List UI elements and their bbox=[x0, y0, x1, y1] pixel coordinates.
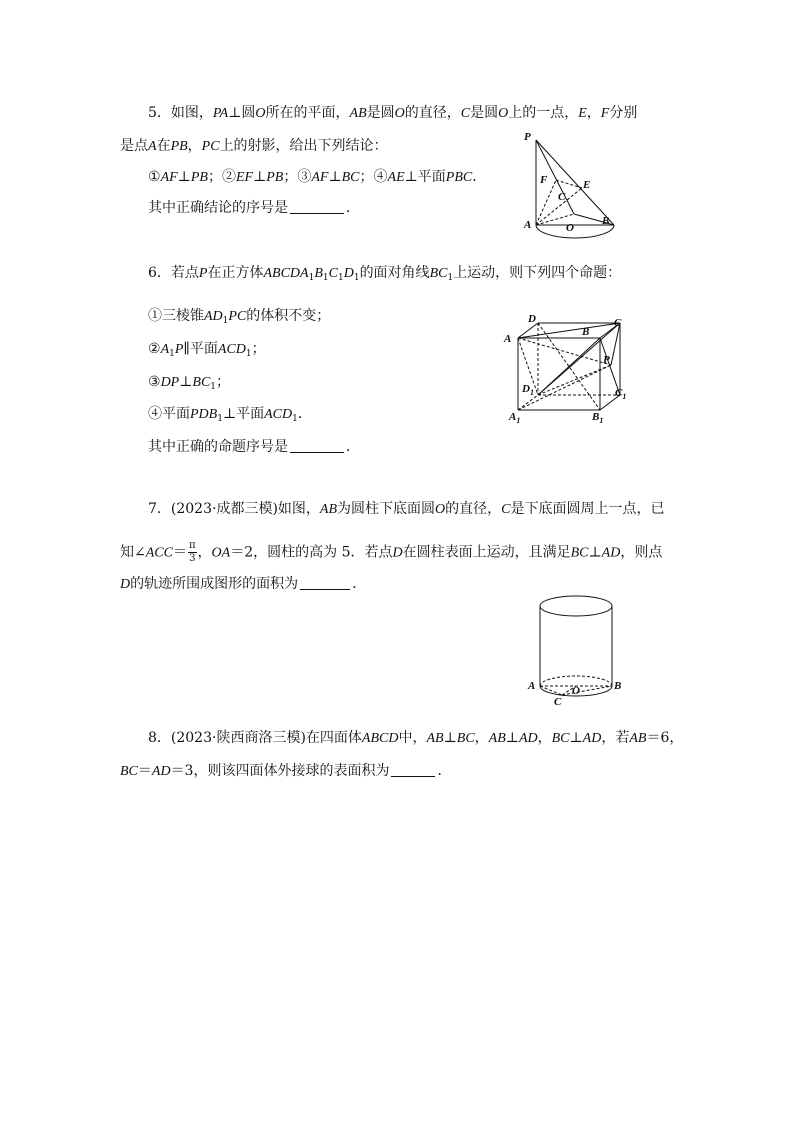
q5-line-1: 5．如图，PA⊥圆O所在的平面，AB是圆O的直径，C是圆O上的一点，E，F分别 bbox=[148, 105, 638, 121]
label-E: E bbox=[583, 179, 591, 191]
q5-ask: 其中正确结论的序号是 ． bbox=[148, 200, 360, 216]
q8-line-2: BC＝AD＝3，则该四面体外接球的表面积为 ． bbox=[120, 763, 452, 779]
answer-blank[interactable] bbox=[391, 762, 435, 777]
label-A1: $A_1$ bbox=[509, 411, 521, 425]
label-O: O bbox=[572, 685, 580, 697]
q7-line-2: 知∠ACC＝ $\frac{\pi}{3}$ ，OA＝2，圆柱的高为 5．若点D在圆柱表面上运动，且满足BC⊥AD，则点 bbox=[120, 540, 663, 564]
q6-ask: 其中正确的命题序号是 ． bbox=[148, 439, 360, 455]
label-B1: $B_1$ bbox=[592, 411, 604, 425]
label-F: F bbox=[540, 174, 548, 186]
q6-item-4: ④平面$PDB_1\perp$平面$ACD_1$． bbox=[148, 406, 312, 424]
q8-line-1: 8．(2023·陕西商洛三模)在四面体ABCD中，AB⊥BC，AB⊥AD，BC⊥AD，若AB＝6， bbox=[148, 730, 684, 746]
label-B: B bbox=[602, 215, 610, 227]
label-C1: $C_1$ bbox=[615, 387, 627, 401]
label-C: C bbox=[558, 191, 566, 203]
answer-blank[interactable] bbox=[300, 575, 350, 590]
answer-blank[interactable] bbox=[290, 199, 344, 214]
label-B: B bbox=[614, 680, 622, 692]
label-D1: $D_1$ bbox=[522, 383, 534, 397]
q7-line-1: 7．(2023·成都三模)如图，AB为圆柱下底面圆O的直径，C是下底面圆周上一点，已 bbox=[148, 501, 665, 517]
label-A: A bbox=[528, 680, 536, 692]
label-O: O bbox=[566, 222, 574, 234]
q6-item-3: $③DP\perp BC_1$； bbox=[148, 374, 231, 392]
label-P: P bbox=[603, 354, 610, 366]
q5-line-2: 是点A在PB，PC上的射影，给出下列结论： bbox=[120, 138, 388, 154]
label-A: A bbox=[524, 219, 532, 231]
q6-line-1: 6．若点P在正方体$ABCDA_1B_1C_1D_1$的面对角线$BC_1$上运动，则下列四个命题： bbox=[148, 265, 622, 283]
label-D: D bbox=[528, 313, 536, 325]
label-A: A bbox=[504, 333, 512, 345]
q7-cylinder-figure bbox=[526, 590, 626, 706]
label-C: C bbox=[554, 696, 562, 708]
answer-blank[interactable] bbox=[290, 438, 344, 453]
q6-item-2: $②A_1P\parallel$平面$ACD_1$； bbox=[148, 341, 266, 359]
label-C: C bbox=[614, 317, 622, 329]
q5-cone-figure bbox=[516, 128, 616, 238]
label-B: B bbox=[582, 326, 590, 338]
fraction-pi-over-3: $\frac{\pi}{3}$ bbox=[188, 540, 196, 564]
q7-line-3: D的轨迹所围成图形的面积为 ． bbox=[120, 576, 367, 592]
q5-conclusions: ①AF⊥PB；②EF⊥PB；③AF⊥BC；④AE⊥平面PBC． bbox=[148, 169, 487, 185]
q6-item-1: ①三棱锥$AD_1PC$的体积不变； bbox=[148, 308, 331, 326]
label-P: P bbox=[524, 131, 531, 143]
q6-cube-figure bbox=[502, 310, 632, 428]
